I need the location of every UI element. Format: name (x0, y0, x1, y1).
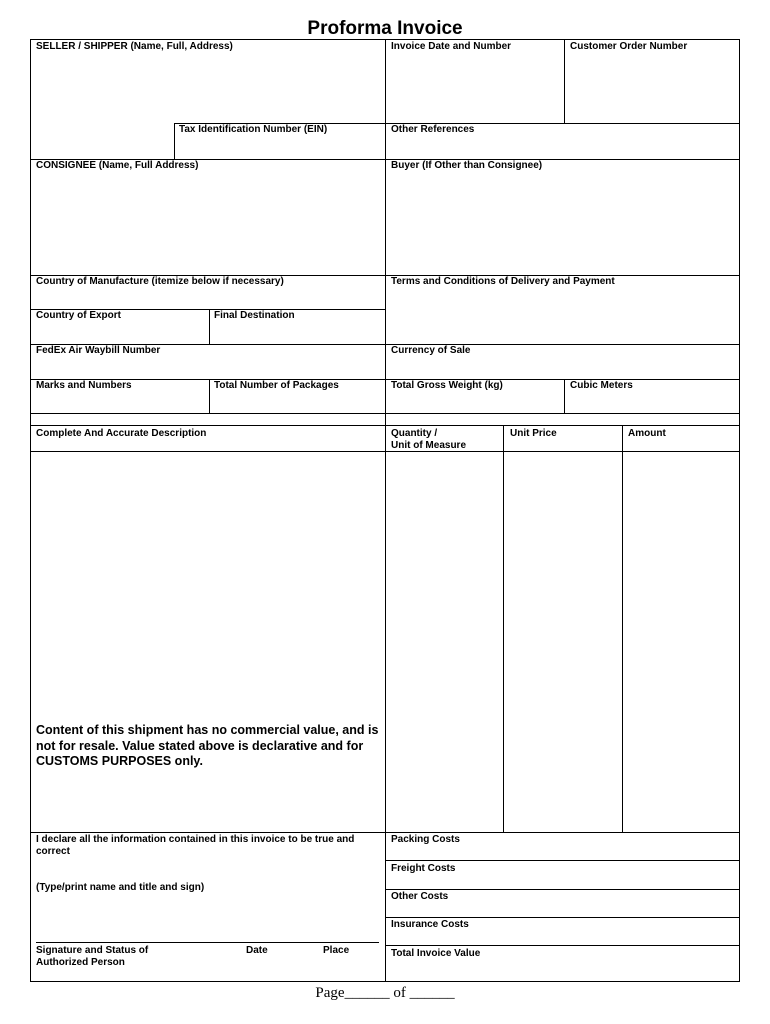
invoice-date-number-label: Invoice Date and Number (391, 41, 512, 52)
declaration-text: I declare all the information contained in this invoice to be true and correct (36, 834, 355, 857)
total-invoice-value-field[interactable] (490, 947, 738, 980)
seller-label: SELLER / SHIPPER (Name, Full, Address) (36, 41, 233, 52)
invoice-date-number-field[interactable] (387, 55, 562, 121)
total-packages-field[interactable] (211, 394, 383, 411)
fedex-waybill-field[interactable] (32, 359, 383, 377)
other-costs-label: Other Costs (391, 891, 449, 902)
country-of-export-field[interactable] (32, 324, 207, 342)
divider (385, 860, 740, 861)
signature-line (36, 942, 379, 943)
amount-field[interactable] (624, 453, 738, 830)
marks-numbers-label: Marks and Numbers (36, 380, 132, 391)
total-invoice-value-label: Total Invoice Value (391, 948, 481, 959)
other-references-label: Other References (391, 124, 475, 135)
consignee-field[interactable] (32, 174, 383, 273)
total-gross-weight-label: Total Gross Weight (kg) (391, 380, 503, 391)
divider (622, 425, 623, 832)
document-title: Proforma Invoice (307, 18, 463, 39)
tax-id-field[interactable] (176, 138, 383, 157)
signature-label-line2: Authorized Person (36, 957, 125, 968)
quantity-header-line2: Unit of Measure (391, 440, 467, 451)
insurance-costs-label: Insurance Costs (391, 919, 469, 930)
other-references-field[interactable] (387, 138, 738, 157)
divider (209, 379, 210, 413)
freight-costs-field[interactable] (470, 862, 738, 887)
name-title-sign-field[interactable] (32, 896, 383, 940)
country-of-manufacture-field[interactable] (32, 290, 383, 307)
divider (564, 39, 565, 123)
currency-of-sale-label: Currency of Sale (391, 345, 471, 356)
fedex-waybill-label: FedEx Air Waybill Number (36, 345, 161, 356)
customs-notice: Content of this shipment has no commercial value, and is not for resale. Value stated above is declarative and for CUSTOMS PURPOSES only. (36, 723, 379, 768)
tax-id-label: Tax Identification Number (EIN) (179, 124, 328, 135)
divider (564, 379, 565, 413)
description-field[interactable] (32, 453, 383, 718)
divider (385, 889, 740, 890)
divider (385, 945, 740, 946)
date-label: Date (246, 945, 268, 956)
quantity-field[interactable] (387, 453, 501, 830)
insurance-costs-field[interactable] (480, 919, 738, 944)
buyer-field[interactable] (387, 174, 738, 273)
freight-costs-label: Freight Costs (391, 863, 456, 874)
amount-header: Amount (628, 428, 666, 439)
signature-label-line1: Signature and Status of (36, 945, 149, 956)
cubic-meters-field[interactable] (566, 394, 738, 411)
final-destination-label: Final Destination (214, 310, 295, 321)
buyer-label: Buyer (If Other than Consignee) (391, 160, 543, 171)
place-label: Place (323, 945, 350, 956)
unit-price-field[interactable] (505, 453, 620, 830)
terms-conditions-field[interactable] (387, 290, 738, 342)
divider (385, 917, 740, 918)
cubic-meters-label: Cubic Meters (570, 380, 633, 391)
currency-of-sale-field[interactable] (387, 359, 738, 377)
divider (385, 39, 386, 982)
packing-costs-field[interactable] (470, 834, 738, 859)
other-costs-field[interactable] (470, 891, 738, 916)
page-number: Page______ of ______ (315, 985, 455, 1001)
customer-order-number-field[interactable] (566, 55, 738, 121)
final-destination-field[interactable] (211, 324, 383, 342)
terms-conditions-label: Terms and Conditions of Delivery and Payment (391, 276, 615, 287)
country-of-manufacture-label: Country of Manufacture (itemize below if necessary) (36, 276, 284, 287)
consignee-label: CONSIGNEE (Name, Full Address) (36, 160, 199, 171)
unit-price-header: Unit Price (510, 428, 557, 439)
customer-order-number-label: Customer Order Number (570, 41, 688, 52)
seller-field[interactable] (32, 55, 382, 121)
marks-numbers-field[interactable] (32, 394, 207, 411)
divider (209, 309, 210, 344)
description-header: Complete And Accurate Description (36, 428, 207, 439)
total-packages-label: Total Number of Packages (214, 380, 339, 391)
country-of-export-label: Country of Export (36, 310, 121, 321)
divider (174, 123, 175, 159)
type-print-label: (Type/print name and title and sign) (36, 882, 205, 893)
total-gross-weight-field[interactable] (387, 394, 562, 411)
packing-costs-label: Packing Costs (391, 834, 460, 845)
divider (503, 425, 504, 832)
quantity-header-line1: Quantity / (391, 428, 438, 439)
